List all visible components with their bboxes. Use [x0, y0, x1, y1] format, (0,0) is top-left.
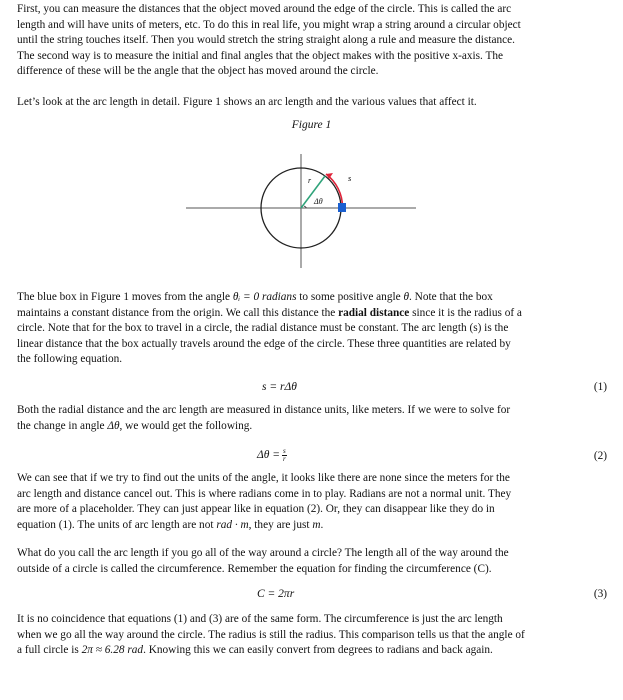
- text-run: .: [320, 518, 324, 531]
- paragraph-line: What do you call the arc length if you go all of the way around a circle? The length all of the way around the: [17, 547, 509, 559]
- text-run: since it is the radius of a: [409, 306, 522, 319]
- intro-line: difference of these will be the angle that the object has moved around the circle.: [17, 65, 379, 78]
- intro-line: The second way is to measure the initial and final angles that the object makes with the positive x-axis. The: [17, 49, 504, 62]
- paragraph-line: [17, 419, 607, 435]
- paragraph-line: when we go all the way around the circle. The radius is still the radius. This comparison tells us that the angle of: [17, 628, 525, 641]
- bold-term: radial distance: [338, 306, 410, 319]
- blue-box-paragraph: [17, 290, 607, 368]
- paragraph-line: It is no coincidence that equations (1) and (3) are of the same form. The circumference is just the arc length: [17, 613, 503, 625]
- final-paragraph: [17, 612, 607, 659]
- intro-paragraph: [17, 2, 607, 80]
- intro-line: First, you can measure the distances that the object moved around the edge of the circle. This is called the arc: [17, 3, 512, 15]
- text-run: . Note that the box: [409, 291, 493, 303]
- circumference-paragraph: [17, 546, 607, 577]
- equation-3: [17, 587, 607, 605]
- math-inline: rad · m: [216, 518, 249, 531]
- text-run: , we would get the following.: [119, 419, 253, 432]
- paragraph-line: circle. Note that for the box to travel in a circle, the radial distance must be constant. The arc length (s) is the: [17, 322, 509, 335]
- text-run: , they are just: [248, 518, 313, 531]
- both-paragraph: [17, 403, 607, 434]
- figure-caption: Figure 1: [291, 119, 332, 131]
- fraction: [282, 448, 287, 463]
- paragraph-line: [17, 518, 607, 534]
- equation-1-number: (1): [593, 381, 607, 393]
- text-run: maintains a constant distance from the origin. We call this distance the: [17, 306, 339, 319]
- intro-line: until the string touches itself. Then you would stretch the string straight along a rule and measure the distance.: [17, 34, 515, 47]
- blue-box: [338, 203, 346, 212]
- equation-1: [17, 380, 607, 398]
- text-run: equation (1). The units of arc length are not: [17, 518, 217, 531]
- paragraph-line: We can see that if we try to find out the units of the angle, it looks like there are none since the meters for the: [17, 472, 510, 484]
- lead-in-paragraph: Let’s look at the arc length in detail. Figure 1 shows an arc length and the various values that affect it.: [17, 96, 477, 108]
- equation-2-lhs: Δθ =: [257, 449, 281, 462]
- label-delta-theta: Δθ: [314, 197, 323, 206]
- fraction-numerator: s: [283, 447, 286, 455]
- paragraph-line: [17, 643, 607, 659]
- equation-2-number: (2): [593, 450, 607, 462]
- math-inline: 2π ≈ 6.28 rad: [81, 644, 144, 657]
- paragraph-line: [17, 290, 607, 306]
- intro-line: length and will have units of meters, etc. To do this in real life, you might wrap a string around a circular object: [17, 18, 521, 31]
- figure-1-diagram: [180, 152, 420, 272]
- text-run: the change in angle: [17, 419, 108, 432]
- text-run: a full circle is: [17, 644, 82, 657]
- math-inline: Δθ: [107, 419, 120, 432]
- math-inline: θᵢ = 0 radians: [232, 291, 297, 303]
- equation-3-text: C = 2πr: [257, 588, 295, 600]
- paragraph-line: the following equation.: [17, 353, 123, 366]
- paragraph-line: are more of a placeholder. They can just appear like in equation (2). Or, they can disappear like they do in: [17, 503, 495, 516]
- equation-3-number: (3): [593, 588, 607, 600]
- equation-1-text: s = rΔθ: [262, 381, 297, 393]
- paragraph-line: [17, 306, 607, 322]
- paragraph-line: outside of a circle is called the circumference. Remember the equation for finding the circumference (C).: [17, 562, 492, 575]
- math-inline: m: [312, 518, 321, 531]
- units-paragraph: [17, 471, 607, 533]
- label-r: r: [308, 176, 312, 185]
- paragraph-line: linear distance that the box actually travels around the edge of the circle. These three quantities are related by: [17, 337, 511, 350]
- text-run: The blue box in Figure 1 moves from the angle: [17, 291, 233, 303]
- text-run: . Knowing this we can easily convert from degrees to radians and back again.: [143, 644, 493, 657]
- equation-2: [17, 445, 607, 467]
- equation-2-text: [257, 448, 287, 464]
- math-inline: θ: [403, 291, 410, 303]
- label-s: s: [348, 173, 352, 183]
- fraction-denominator: r: [283, 455, 286, 463]
- paragraph-line: Both the radial distance and the arc length are measured in distance units, like meters. If we were to solve for: [17, 404, 511, 416]
- text-run: to some positive angle: [296, 291, 404, 303]
- paragraph-line: arc length and distance cancel out. This is where radians come in to play. Radians are not a normal unit. They: [17, 487, 512, 500]
